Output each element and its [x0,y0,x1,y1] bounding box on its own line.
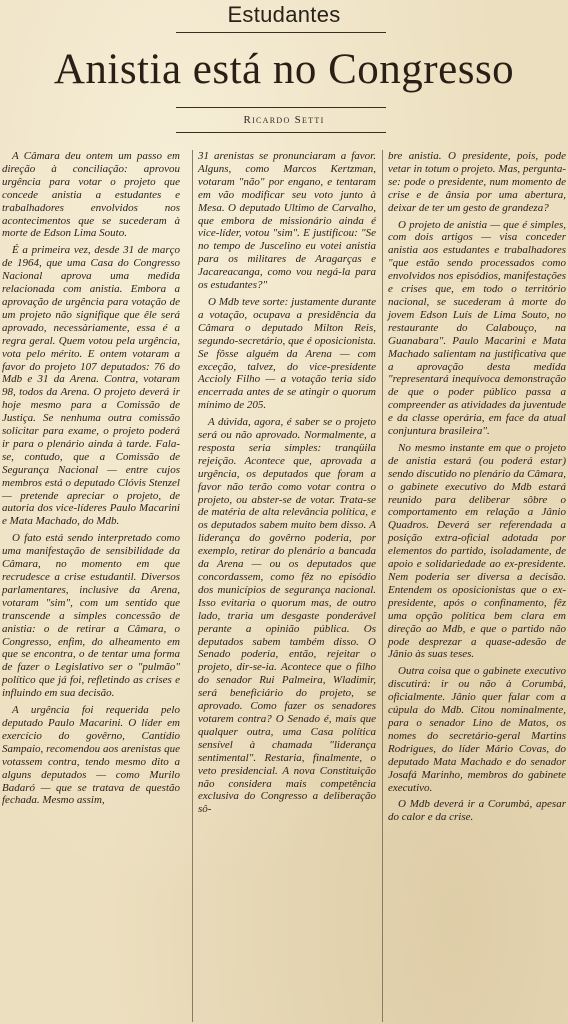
paragraph: bre anistia. O presidente, pois, pode vetar in totum o projeto. Mas, pergunta-se: pode o presidente, num momento de crise e de ânsia por uma abertura, deixar de ter um gesto de grandeza? [388,150,566,214]
paragraph: O Mdb deverá ir a Corumbá, apesar do calor e da crise. [388,798,566,824]
paragraph: A urgência foi requerida pelo deputado Paulo Macarini. O líder em exercício do govêrno, Cantídio Sampaio, recomendou aos arenistas que votassem contra, tendo mesmo dito a alguns deputados — como Murilo Badaró — que se tratava de questão fechada. Mesmo assim, [2,704,180,807]
section-rule [176,32,386,33]
paragraph: O projeto de anistia — que é simples, com dois artigos — visa conceder anistia aos estudantes e trabalhadores "que estão sendo processados como envolvidos nos episódios, manifestações e crises que, em todo o território nacional, se sucederam à morte do jovem Edson Luís de Lima Souto, no restaurante do Calabouço, na Guanabara". Paulo Macarini e Mata Machado salientam na justificativa que a aprovação desta medida "representará inequívoca demonstração de que o poder público passa a compreender as atividades da juventude e da classe operária, em face da atual conjuntura brasileira". [388,218,566,438]
paragraph: O Mdb teve sorte: justamente durante a votação, ocupava a presidência da Câmara o deputado Milton Reis, segundo-secretário, que é oposicionista. Se fôsse alguém da Arena — com exceção, talvez, do vice-presidente Accioly Filho — a votação teria sido encerrada antes de se atingir o quorum mínimo de 205. [198,295,376,412]
byline: Ricardo Setti [243,114,325,126]
paragraph: Outra coisa que o gabinete executivo discutirá: ir ou não à Corumbá, oficialmente. Jânio quer falar com a cúpula do Mdb. Citou nominalmente, para o senador Lino de Matos, os nomes do secretário-geral Martins Rodrigues, do líder Mário Covas, do deputado Mata Machado e do senador Josafá Marinho, membros do gabinete executivo. [388,665,566,794]
paragraph: É a primeira vez, desde 31 de março de 1964, que uma Casa do Congresso Nacional aprova uma medida relacionada com anistia. Embora a aprovação de urgência para votação de um projeto não signifique que êle será aprovado, necessàriamente, essa é a regra geral. Quem votou pela urgência, vota pelo mérito. E ontem votaram a favor do projeto 107 deputados: 76 do Mdb e 31 da Arena. Contra, votaram 98, todos da Arena. O projeto deverá ir hoje mesmo para a Comissão de Justiça. Se nenhuma outra comissão solicitar para exame, o projeto poderá ir para o plenário ainda à tarde. Fala-se, contudo, que a Comissão de Segurança Nacional — entre cujos membros está o deputado Clóvis Stenzel — pretende apreciar o projeto, de autoria dos vice-líderes Paulo Macarini e Mata Machado, do Mdb. [2,244,180,528]
article-column-3 [388,150,566,828]
paragraph: A Câmara deu ontem um passo em direção à conciliação: aprovou urgência para votar o projeto que concede anistia a estudantes e trabalhadores envolvidos nos acontecimentos que se sucederam à morte de Edson Lima Souto. [2,150,180,240]
column-divider [382,150,383,1022]
paragraph: O fato está sendo interpretado como uma manifestação de sensibilidade da Câmara, no momento em que recrudesce a crise estudantil. Diversos parlamentares, inclusive da Arena, votaram "sim", com um sentido que transcende a simples concessão de anistia: o de retirar a Câmara, o Congresso, enfim, do alheamento em que se encontra, o de tentar uma forma de fazer o Legislativo ser o "pulmão" político que já foi, refletindo as crises e influindo em sua decisão. [2,532,180,700]
headline-rule-top [176,107,386,108]
section-heading: Estudantes [227,2,341,27]
paragraph: A dúvida, agora, é saber se o projeto será ou não aprovado. Normalmente, a resposta seria simples: tranqüila rejeição. Acontece que, aprovada a urgência, os deputados que foram a favor não terão como votar contra o projeto, ou abster-se de votar. Trata-se de matéria de alta relevância política, e os deputados sabem muito bem disso. A liderança do govêrno poderia, por exemplo, retirar do plenário a bancada da Arena — ou os deputados que concordassem, como fêz no episódio dos municípios de segurança nacional. Isso evitaria o quorum mas, de outro lado, traria um desgaste ponderável perante a opinião pública. Os deputados sabem também disso. O Senado poderia, então, rejeitar o projeto, dir-se-ia. Acontece que o filho do senador Rui Palmeira, Wladimir, será beneficiário do projeto, se aprovado. Como fazer os senadores votarem contra? O Senado é, mais que qualquer outra, uma Casa política sensível à chamada "liderança sentimental". Restaria, finalmente, o veto presidencial. A nova Constituição não considera mais competência exclusiva do Congresso a deliberação sô- [198,416,376,816]
headline: Anistia está no Congresso [53,46,515,93]
article-column-1 [2,150,180,811]
paragraph: 31 arenistas se pronunciaram a favor. Alguns, como Marcos Kertzman, votaram "não" por engano, e tentaram em vão modificar seu voto junto à Mesa. O deputado Ultimo de Carvalho, que embora de missionário ainda é vice-líder, votou "sim". E justificou: "Se no tempo de Juscelino eu votei anistia para os militares de Aragarças e Jacareacanga, como vou negá-la para os estudantes?" [198,150,376,292]
headline-rule-bottom [176,132,386,133]
paragraph: No mesmo instante em que o projeto de anistia estará (ou poderá estar) sendo discutido no plenário da Câmara, o gabinete executivo do Mdb estará reunido para deliberar sôbre o comportamento em relação a Jânio Quadros. Deverá ser referendada a posição extra-oficial adotada por elementos do partido, isoladamente, de apoio e solidariedade ao ex-presidente. Nem poderia ser diversa a decisão. Entendem os oposicionistas que o ex-presidente, após o confinamento, fêz uma opção política bem clara em direção ao Mdb, e que o partido não pode desprezar a quase-adesão de Jânio às suas teses. [388,441,566,661]
column-divider [192,150,193,1022]
article-column-2 [198,150,376,820]
